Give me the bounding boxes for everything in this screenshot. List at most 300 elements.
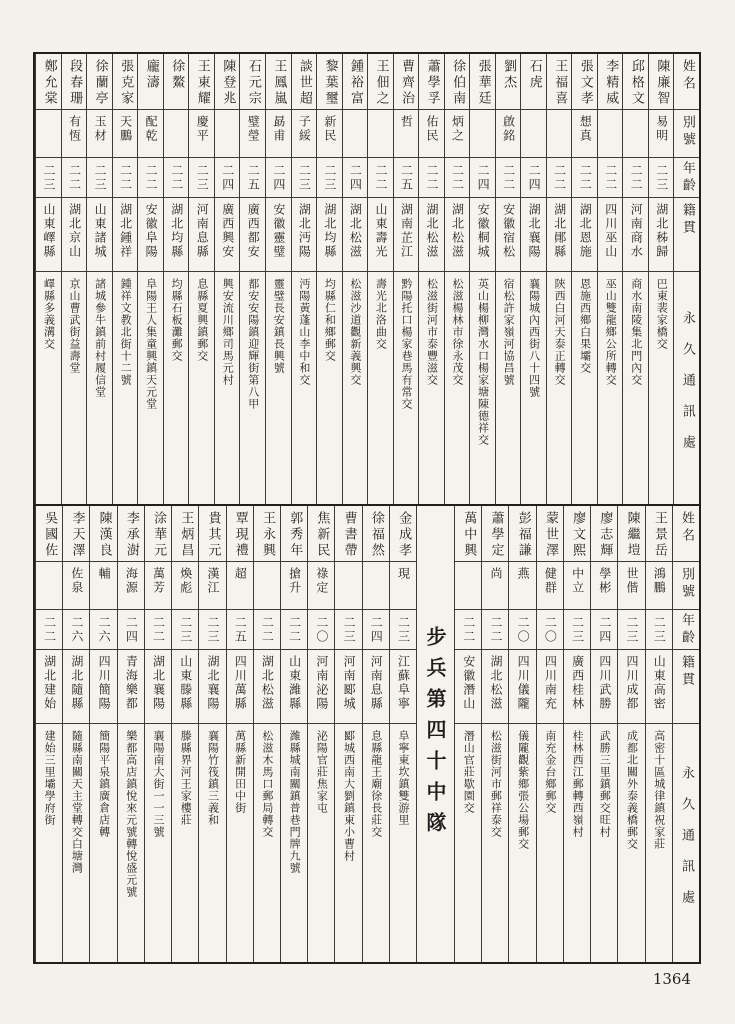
person-age: 二二 xyxy=(42,615,57,644)
person-alias-cell xyxy=(215,110,240,158)
person-native-place-cell xyxy=(419,198,444,272)
age-header-label: 年齡 xyxy=(679,160,695,195)
person-alias-cell xyxy=(36,562,62,610)
person-address: 松滋街河市泰豐滋交 xyxy=(425,278,439,386)
person-column xyxy=(226,506,253,962)
person-address: 英山楊柳灣水口楊家塘陳德祥交 xyxy=(476,278,490,446)
person-column xyxy=(645,506,672,962)
person-name: 徐福然 xyxy=(368,511,384,559)
person-alias: 佐泉 xyxy=(69,567,84,595)
person-age-cell xyxy=(521,158,546,198)
person-alias: 超 xyxy=(233,567,248,581)
person-age-cell xyxy=(445,158,470,198)
person-age-cell xyxy=(419,158,444,198)
person-native-place: 四川簡陽 xyxy=(97,655,112,711)
person-native-place: 廣西都安 xyxy=(246,203,261,259)
person-age: 二二 xyxy=(260,615,275,644)
person-column xyxy=(520,54,546,504)
person-address: 高密十區城律鎮祝家莊 xyxy=(652,730,666,850)
native-header-label: 籍貫 xyxy=(679,203,695,237)
person-address: 松滋街河市郵祥泰交 xyxy=(489,730,503,838)
person-native-place-cell xyxy=(335,650,361,724)
person-name-cell xyxy=(363,506,389,562)
person-name: 談世超 xyxy=(296,59,312,107)
person-age-cell xyxy=(649,158,674,198)
person-age-cell xyxy=(215,158,240,198)
person-age: 二三 xyxy=(195,163,210,192)
unit-designation-column xyxy=(416,506,454,962)
age-header-cell xyxy=(674,158,699,198)
person-native-place-cell xyxy=(572,198,597,272)
person-name: 龐濤 xyxy=(143,59,159,91)
person-native-place: 山東諸城 xyxy=(93,203,108,259)
person-age-cell xyxy=(199,610,225,650)
person-alias: 子綏 xyxy=(297,115,312,143)
person-column xyxy=(597,54,623,504)
person-address: 嶧縣多義溝交 xyxy=(42,278,56,350)
person-alias-cell xyxy=(390,562,416,610)
alias-header-label: 別號 xyxy=(679,115,695,149)
person-address-cell xyxy=(335,724,361,962)
person-address: 隨縣南關天主堂轉交白塘灣 xyxy=(70,730,84,874)
person-address-cell xyxy=(145,724,171,962)
person-alias-cell xyxy=(281,562,307,610)
person-native-place: 湖北秭歸 xyxy=(654,203,669,259)
person-column xyxy=(536,506,563,962)
person-name: 蕭學定 xyxy=(488,511,504,559)
person-address-cell xyxy=(113,272,138,504)
person-alias-cell xyxy=(343,110,368,158)
person-column xyxy=(563,506,590,962)
person-age: 二四 xyxy=(348,163,363,192)
person-address: 松滋木馬口郵局轉交 xyxy=(260,730,274,838)
person-alias: 中立 xyxy=(570,567,585,595)
person-name: 張文孝 xyxy=(577,59,593,107)
person-age: 二二 xyxy=(578,163,593,192)
person-alias: 玉材 xyxy=(93,115,108,143)
person-native-place-cell xyxy=(646,650,672,724)
person-native-place: 湖北襄陽 xyxy=(205,655,220,711)
person-name-cell xyxy=(36,54,61,110)
person-column xyxy=(61,54,87,504)
person-name: 彭福謙 xyxy=(515,511,531,559)
person-native-place: 安徽宿松 xyxy=(501,203,516,259)
person-age-cell xyxy=(646,610,672,650)
person-column xyxy=(648,54,674,504)
person-native-place: 湖北襄陽 xyxy=(527,203,542,259)
person-native-place: 河南息縣 xyxy=(369,655,384,711)
person-age-cell xyxy=(90,610,116,650)
person-alias-cell xyxy=(470,110,495,158)
person-column xyxy=(163,54,189,504)
person-name-cell xyxy=(113,54,138,110)
person-native-place-cell xyxy=(172,650,198,724)
person-alias-cell xyxy=(266,110,291,158)
person-address: 興安流川鄉司馬元村 xyxy=(221,278,235,386)
person-native-place: 湖北襄陽 xyxy=(151,655,166,711)
person-address-cell xyxy=(564,724,590,962)
person-native-place-cell xyxy=(521,198,546,272)
person-age: 二二 xyxy=(425,163,440,192)
person-address-cell xyxy=(470,272,495,504)
person-native-place: 湖北松滋 xyxy=(450,203,465,259)
person-name-cell xyxy=(618,506,644,562)
person-name: 鍾裕富 xyxy=(347,59,363,107)
person-alias: 搶升 xyxy=(287,567,302,595)
person-native-place: 湖北均縣 xyxy=(169,203,184,259)
person-native-place: 安徽阜陽 xyxy=(144,203,159,259)
address-header-label: 永久通訊處 xyxy=(679,765,695,921)
person-alias: 想真 xyxy=(578,115,593,143)
person-address: 松滋沙道觀新義興交 xyxy=(348,278,362,386)
person-name: 徐蘭亭 xyxy=(92,59,108,107)
person-age: 二五 xyxy=(246,163,261,192)
person-age-cell xyxy=(547,158,572,198)
person-name: 曹書帶 xyxy=(341,511,357,559)
person-alias: 璧瑩 xyxy=(246,115,261,143)
person-alias: 燕 xyxy=(516,567,531,581)
person-alias-cell xyxy=(335,562,361,610)
person-address-cell xyxy=(199,724,225,962)
person-native-place: 湖北鄖縣 xyxy=(552,203,567,259)
person-address-cell xyxy=(308,724,334,962)
person-address-cell xyxy=(343,272,368,504)
person-age-cell xyxy=(308,610,334,650)
person-age-cell xyxy=(591,610,617,650)
person-address: 靈璧長安鎮長興號 xyxy=(272,278,286,374)
person-alias-cell xyxy=(317,110,342,158)
person-name: 陳漢良 xyxy=(96,511,112,559)
person-alias-cell xyxy=(138,110,163,158)
person-native-place-cell xyxy=(598,198,623,272)
person-address-cell xyxy=(254,724,280,962)
person-native-place-cell xyxy=(266,198,291,272)
person-native-place: 河南息縣 xyxy=(195,203,210,259)
person-age: 二二 xyxy=(118,163,133,192)
person-native-place-cell xyxy=(394,198,419,272)
person-address: 都安安陽鎮迎輝街第八甲 xyxy=(246,278,260,410)
person-column xyxy=(495,54,521,504)
person-alias-cell xyxy=(572,110,597,158)
person-age-cell xyxy=(482,610,508,650)
address-header-cell xyxy=(673,724,699,962)
person-age: 二六 xyxy=(97,615,112,644)
person-name: 李承澍 xyxy=(123,511,139,559)
person-name: 黎葉璽 xyxy=(322,59,338,107)
person-name-cell xyxy=(455,506,481,562)
person-native-place: 湖北松滋 xyxy=(488,655,503,711)
person-age-cell xyxy=(394,158,419,198)
person-address: 襄陽城內西街八十四號 xyxy=(527,278,541,398)
person-age-cell xyxy=(254,610,280,650)
person-age: 二三 xyxy=(396,615,411,644)
person-age-cell xyxy=(598,158,623,198)
person-age: 二三 xyxy=(42,163,57,192)
person-address-cell xyxy=(363,724,389,962)
person-column xyxy=(171,506,198,962)
person-native-place-cell xyxy=(482,650,508,724)
person-name-cell xyxy=(266,54,291,110)
person-native-place: 四川儀隴 xyxy=(516,655,531,711)
person-address: 南充金台鄉郵交 xyxy=(543,730,557,814)
person-address-cell xyxy=(646,724,672,962)
person-alias-cell xyxy=(145,562,171,610)
person-address: 建始三里壩學府街 xyxy=(43,730,57,826)
native-header-label: 籍貫 xyxy=(679,655,695,689)
person-name-cell xyxy=(215,54,240,110)
person-address: 巴東裴家橋交 xyxy=(655,278,669,350)
person-address-cell xyxy=(509,724,535,962)
person-age-cell xyxy=(623,158,648,198)
person-alias-cell xyxy=(394,110,419,158)
person-address: 均縣仁和鄉郵交 xyxy=(323,278,337,362)
person-column xyxy=(280,506,307,962)
person-native-place: 江蘇阜寧 xyxy=(396,655,411,711)
person-age-cell xyxy=(240,158,265,198)
person-name: 曹齊治 xyxy=(399,59,415,107)
person-native-place: 湖北建始 xyxy=(42,655,57,711)
person-age: 二〇 xyxy=(314,615,329,644)
person-address: 松滋楊林市徐永茂交 xyxy=(451,278,464,386)
person-name: 劉杰 xyxy=(501,59,517,91)
person-native-place-cell xyxy=(164,198,189,272)
person-column xyxy=(454,506,481,962)
person-column xyxy=(112,54,138,504)
person-native-place: 湖北均縣 xyxy=(322,203,337,259)
person-age: 二二 xyxy=(552,163,567,192)
person-name-cell xyxy=(419,54,444,110)
person-native-place-cell xyxy=(281,650,307,724)
person-name: 石元宗 xyxy=(245,59,261,107)
person-age: 二〇 xyxy=(543,615,558,644)
person-native-place-cell xyxy=(62,198,87,272)
person-address-cell xyxy=(521,272,546,504)
person-name-cell xyxy=(496,54,521,110)
person-address: 簡陽平泉鎮廣倉店轉 xyxy=(97,730,111,838)
person-age-cell xyxy=(189,158,214,198)
person-column xyxy=(418,54,444,504)
person-name-cell xyxy=(199,506,225,562)
person-column xyxy=(590,506,617,962)
person-name: 焦新民 xyxy=(314,511,330,559)
person-native-place-cell xyxy=(118,650,144,724)
person-name: 蕭學孚 xyxy=(424,59,440,107)
person-name-cell xyxy=(63,506,89,562)
person-alias: 尚 xyxy=(488,567,503,581)
person-name: 李精威 xyxy=(603,59,619,107)
person-native-place-cell xyxy=(496,198,521,272)
person-name: 郭秀年 xyxy=(287,511,303,559)
person-name: 蒙世澤 xyxy=(542,511,558,559)
person-age-cell xyxy=(335,610,361,650)
person-age: 二二 xyxy=(151,615,166,644)
person-native-place-cell xyxy=(90,650,116,724)
person-address-cell xyxy=(317,272,342,504)
person-age: 二三 xyxy=(297,163,312,192)
person-age: 二三 xyxy=(322,163,337,192)
person-column xyxy=(469,54,495,504)
person-native-place-cell xyxy=(36,650,62,724)
native-header-cell xyxy=(674,198,699,272)
person-age-cell xyxy=(343,158,368,198)
person-native-place: 四川萬縣 xyxy=(233,655,248,711)
person-column xyxy=(35,506,62,962)
person-native-place-cell xyxy=(623,198,648,272)
person-alias-cell xyxy=(618,562,644,610)
person-native-place: 四川成都 xyxy=(625,655,640,711)
person-alias: 煥彪 xyxy=(178,567,193,595)
person-alias: 哲 xyxy=(399,115,414,129)
person-address: 陝西白河天泰正轉交 xyxy=(553,278,567,386)
person-age-cell xyxy=(87,158,112,198)
person-address-cell xyxy=(215,272,240,504)
person-column xyxy=(481,506,508,962)
person-alias: 海源 xyxy=(124,567,139,595)
person-native-place-cell xyxy=(591,650,617,724)
person-alias: 佑民 xyxy=(425,115,440,143)
person-age-cell xyxy=(317,158,342,198)
person-column xyxy=(546,54,572,504)
person-alias-cell xyxy=(649,110,674,158)
person-alias: 學彬 xyxy=(597,567,612,595)
person-column xyxy=(188,54,214,504)
person-age: 二三 xyxy=(570,615,585,644)
person-native-place-cell xyxy=(227,650,253,724)
address-header-cell xyxy=(674,272,699,504)
person-address-cell xyxy=(482,724,508,962)
person-native-place: 河南郾城 xyxy=(342,655,357,711)
person-column xyxy=(35,54,61,504)
person-native-place: 湖北松滋 xyxy=(348,203,363,259)
person-alias: 啟銘 xyxy=(501,115,516,143)
person-name: 陳繼塏 xyxy=(624,511,640,559)
person-age: 二四 xyxy=(124,615,139,644)
person-alias: 世偕 xyxy=(625,567,640,595)
person-alias: 慶平 xyxy=(195,115,210,143)
person-name: 段春珊 xyxy=(67,59,83,107)
person-name: 貴其元 xyxy=(205,511,221,559)
person-alias-cell xyxy=(164,110,189,158)
person-column xyxy=(86,54,112,504)
person-name-cell xyxy=(292,54,317,110)
person-alias-cell xyxy=(227,562,253,610)
roster-table xyxy=(33,52,701,964)
person-alias: 有恆 xyxy=(67,115,82,143)
person-address-cell xyxy=(172,724,198,962)
person-name-cell xyxy=(598,54,623,110)
person-address-cell xyxy=(240,272,265,504)
person-address-cell xyxy=(266,272,291,504)
person-alias-cell xyxy=(363,562,389,610)
person-name-cell xyxy=(445,54,470,110)
person-address-cell xyxy=(496,272,521,504)
person-address-cell xyxy=(292,272,317,504)
person-address-cell xyxy=(227,724,253,962)
person-address-cell xyxy=(547,272,572,504)
person-name: 萬中興 xyxy=(461,511,477,559)
person-name-cell xyxy=(62,54,87,110)
person-native-place: 山東高密 xyxy=(652,655,667,711)
person-age-cell xyxy=(496,158,521,198)
person-address-cell xyxy=(598,272,623,504)
person-column xyxy=(342,54,368,504)
person-native-place: 河南商水 xyxy=(629,203,644,259)
person-alias-cell xyxy=(172,562,198,610)
person-address: 均縣石板灘郵交 xyxy=(170,278,184,362)
person-address: 恩施西鄉白果壩交 xyxy=(578,278,592,374)
person-name-cell xyxy=(172,506,198,562)
person-native-place-cell xyxy=(308,650,334,724)
person-column xyxy=(62,506,89,962)
person-name-cell xyxy=(537,506,563,562)
person-address-cell xyxy=(623,272,648,504)
person-age: 二四 xyxy=(527,163,542,192)
person-native-place-cell xyxy=(215,198,240,272)
age-header-cell xyxy=(673,610,699,650)
person-column xyxy=(137,54,163,504)
person-age: 二三 xyxy=(93,163,108,192)
person-age-cell xyxy=(564,610,590,650)
person-name: 張華廷 xyxy=(475,59,491,107)
person-address-cell xyxy=(394,272,419,504)
person-address: 襄陽南大街一一三號 xyxy=(152,730,165,838)
person-alias-cell xyxy=(308,562,334,610)
person-name-cell xyxy=(36,506,62,562)
person-alias-cell xyxy=(36,110,61,158)
person-address-cell xyxy=(419,272,444,504)
person-name-cell xyxy=(254,506,280,562)
person-native-place-cell xyxy=(254,650,280,724)
person-age-cell xyxy=(363,610,389,650)
person-name-cell xyxy=(189,54,214,110)
person-name-cell xyxy=(646,506,672,562)
person-address: 泌陽官莊焦家屯 xyxy=(315,730,329,814)
roster-table-bottom xyxy=(35,506,699,962)
person-alias-cell xyxy=(199,562,225,610)
person-age: 二二 xyxy=(67,163,82,192)
person-native-place: 山東壽光 xyxy=(373,203,388,259)
person-native-place-cell xyxy=(292,198,317,272)
person-name-cell xyxy=(118,506,144,562)
person-column xyxy=(239,54,265,504)
person-name-cell xyxy=(591,506,617,562)
person-native-place-cell xyxy=(199,650,225,724)
person-age-cell xyxy=(455,610,481,650)
person-address: 息縣龍王廟徐長莊交 xyxy=(369,730,383,838)
person-alias: 易明 xyxy=(654,115,669,143)
person-age: 二二 xyxy=(144,163,159,192)
person-name-cell xyxy=(87,54,112,110)
person-alias-cell xyxy=(87,110,112,158)
alias-header-cell xyxy=(673,562,699,610)
person-address-cell xyxy=(164,272,189,504)
person-native-place: 廣西桂林 xyxy=(570,655,585,711)
person-name-cell xyxy=(394,54,419,110)
person-alias-cell xyxy=(598,110,623,158)
person-name: 覃現禮 xyxy=(232,511,248,559)
person-name: 徐鰲 xyxy=(169,59,185,91)
person-age-cell xyxy=(266,158,291,198)
person-name: 陳廉智 xyxy=(654,59,670,107)
person-alias-cell xyxy=(521,110,546,158)
person-native-place: 湖北隨縣 xyxy=(69,655,84,711)
person-name: 王東耀 xyxy=(194,59,210,107)
person-alias-cell xyxy=(62,110,87,158)
person-native-place-cell xyxy=(368,198,393,272)
person-age: 二二 xyxy=(629,163,644,192)
person-name: 金成孝 xyxy=(396,511,412,559)
person-column xyxy=(265,54,291,504)
